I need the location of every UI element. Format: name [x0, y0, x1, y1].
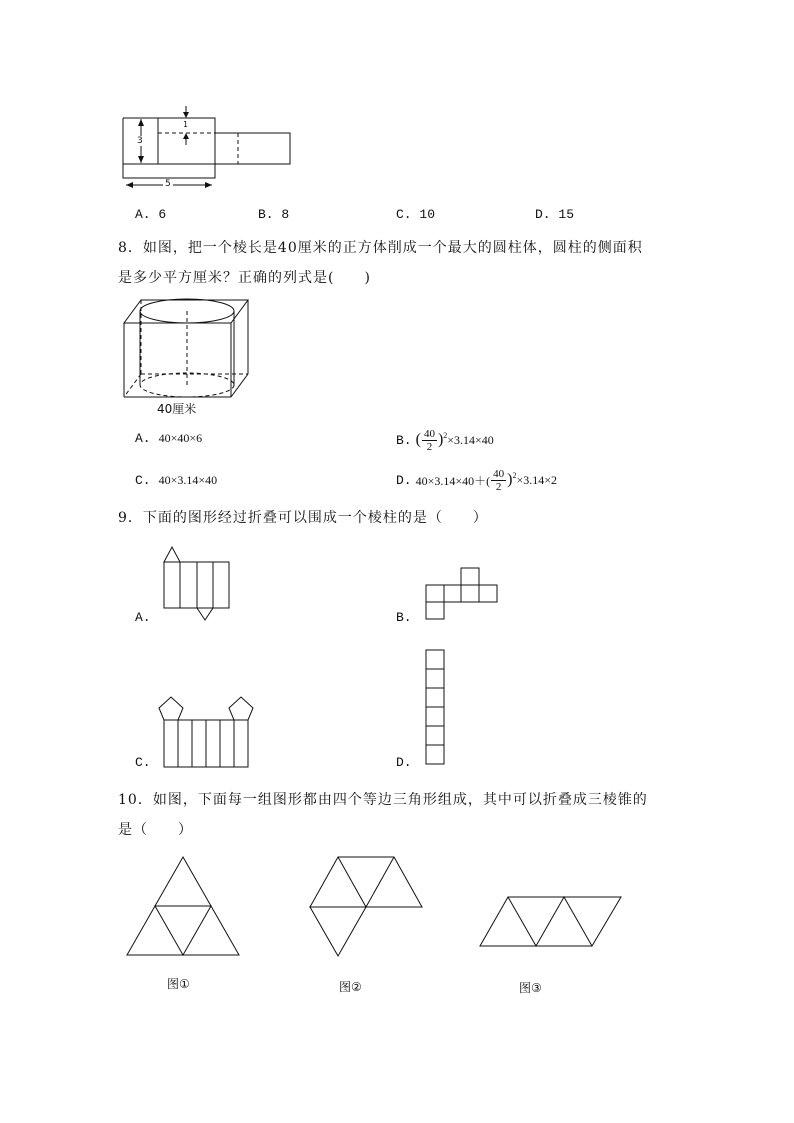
- q7-option-d-value: 15: [558, 207, 575, 222]
- q7-option-b[interactable]: [258, 207, 289, 222]
- q7-option-d-letter: D.: [535, 207, 551, 222]
- q7-label-top: 1: [183, 120, 189, 129]
- q9-option-a-label[interactable]: A.: [135, 610, 151, 625]
- q8-option-b-fraction: [422, 428, 437, 453]
- q9-stem: 9．下面的图形经过折叠可以围成一个棱柱的是（ ）: [118, 510, 488, 526]
- q8-cube-cylinder-figure: [118, 290, 254, 402]
- q7-option-a[interactable]: [135, 207, 166, 222]
- q9-option-d-label[interactable]: D.: [396, 755, 412, 770]
- q10-stem-line2: 是（ ）: [118, 822, 193, 838]
- q8-option-c[interactable]: [135, 473, 217, 488]
- q8-option-a[interactable]: [135, 431, 202, 446]
- q7-net-figure: [118, 104, 298, 196]
- q7-option-c-value: 10: [419, 207, 436, 222]
- q8-option-d-exponent: 2: [512, 470, 517, 480]
- q9-net-a: [160, 544, 236, 624]
- q8-option-d-denominator: 2: [495, 480, 502, 493]
- q8-option-b-letter: B.: [396, 432, 412, 448]
- q7-option-a-letter: A.: [135, 207, 151, 222]
- q8-option-b-rparen: ): [437, 431, 444, 448]
- q8-option-b-lparen: (: [415, 431, 421, 448]
- q7-label-left: 3: [137, 136, 143, 146]
- q8-option-d-rparen: ): [507, 471, 513, 488]
- q8-stem-line2: 是多少平方厘米？正确的列式是( ): [118, 270, 371, 286]
- q8-option-d-numerator: 40: [493, 467, 505, 480]
- q10-stem-line1: 10．如图，下面每一组图形都由四个等边三角形组成，其中可以折叠成三棱锥的: [118, 792, 648, 808]
- q7-option-b-value: 8: [281, 207, 290, 222]
- q10-caption-2: 图②: [339, 980, 362, 994]
- q8-stem-line1: 8．如图，把一个棱长是40厘米的正方体削成一个最大的圆柱体，圆柱的侧面积: [118, 240, 643, 256]
- q10-figure-3: [475, 892, 635, 952]
- q7-option-c-letter: C.: [396, 207, 412, 222]
- q9-net-b: [422, 564, 502, 622]
- q8-option-d-fraction: [491, 468, 506, 493]
- q8-option-a-letter: A.: [135, 431, 151, 446]
- q10-figure-1: [122, 852, 246, 962]
- q8-option-d-tail: ×3.14×2: [516, 472, 558, 487]
- q8-option-b-tail: ×3.14×40: [447, 432, 494, 447]
- q8-option-b-expression: [416, 428, 494, 453]
- q9-net-c: [157, 693, 257, 771]
- q9-option-b-label[interactable]: B.: [396, 610, 412, 625]
- q9-net-d: [422, 646, 450, 770]
- q7-option-b-letter: B.: [258, 207, 274, 222]
- q7-option-a-value: 6: [158, 207, 167, 222]
- q7-label-bottom: 5: [165, 179, 171, 189]
- q8-option-d[interactable]: [396, 464, 557, 496]
- q8-option-b-numerator: 40: [423, 427, 435, 440]
- q10-figure-2: [305, 852, 429, 962]
- q8-option-b[interactable]: [396, 424, 494, 456]
- q10-caption-1: 图①: [167, 977, 190, 991]
- q7-option-d[interactable]: [535, 207, 574, 222]
- q8-option-d-letter: D.: [396, 472, 412, 488]
- q8-option-d-head: 40×3.14×40＋(: [415, 473, 491, 488]
- q8-option-b-denominator: 2: [426, 440, 433, 453]
- q8-option-d-expression: [416, 468, 557, 493]
- q9-option-c-label[interactable]: C.: [135, 755, 151, 770]
- q7-option-c[interactable]: [396, 207, 435, 222]
- q8-figure-label: 40厘米: [157, 402, 197, 416]
- q8-option-c-expression: 40×3.14×40: [158, 473, 218, 487]
- q8-option-c-letter: C.: [135, 473, 151, 488]
- q8-option-a-expression: 40×40×6: [158, 431, 203, 445]
- q8-option-b-exponent: 2: [443, 430, 448, 440]
- q10-caption-3: 图③: [519, 981, 542, 995]
